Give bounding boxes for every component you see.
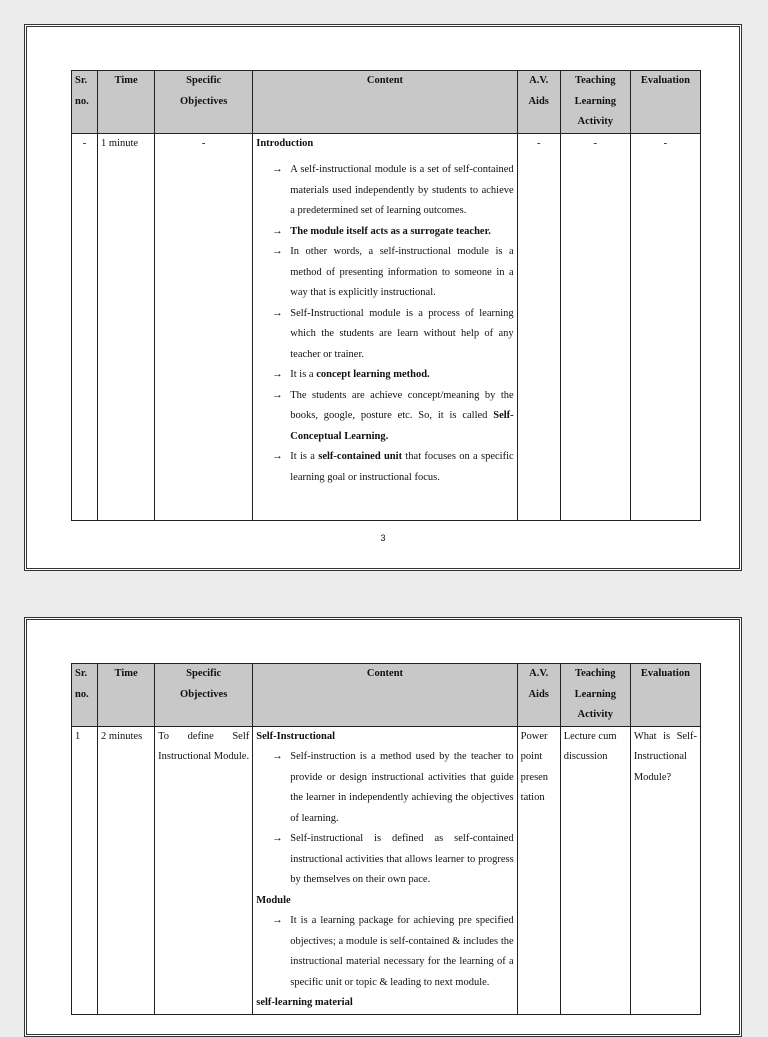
header-av-aids: A.V. Aids — [517, 664, 560, 727]
cell-evaluation: - — [630, 133, 700, 520]
header-content: Content — [253, 664, 517, 727]
list-item: → It is a learning package for achieving pre specified objectives; a module is self-contained & includes the instructional material necessary for the learning of a specific unit or topic & leading to next module. — [272, 911, 513, 993]
cell-time: 1 minute — [98, 133, 155, 520]
content-heading-module: Module — [256, 894, 291, 906]
arrow-icon: → — [272, 833, 283, 844]
header-evaluation: Evaluation — [630, 71, 700, 134]
cell-av-aids: - — [517, 133, 560, 520]
list-item: → It is a self-contained unit that focuses on a specific learning goal or instructional focus. — [272, 447, 513, 488]
cell-objectives: - — [155, 133, 253, 520]
arrow-icon: → — [272, 451, 283, 462]
list-item: → It is a concept learning method. — [272, 365, 513, 386]
arrow-icon: → — [272, 246, 283, 257]
header-time: Time — [98, 71, 155, 134]
page-number: 3 — [380, 533, 386, 543]
cell-teaching-activity: - — [560, 133, 630, 520]
arrow-icon: → — [272, 369, 283, 380]
list-item: → Self-Instructional module is a process of learning which the students are learn without help of any teacher or trainer. — [272, 304, 513, 366]
content-heading-self-instructional: Self-Instructional — [256, 730, 335, 742]
header-teaching-learning-activity: Teaching Learning Activity — [560, 664, 630, 727]
list-item: → A self-instructional module is a set of self-contained materials used independently by students to achieve a predetermined set of learning outcomes. — [272, 160, 513, 222]
lesson-plan-table — [71, 70, 701, 521]
cell-sr-no: 1 — [72, 726, 98, 1014]
arrow-icon: → — [272, 389, 283, 401]
header-sr-no: Sr. no. — [72, 664, 98, 727]
list-item: → In other words, a self-instructional module is a method of presenting information to someone in a way that is explicitly instructional. — [272, 242, 513, 304]
header-sr-no: Sr. no. — [72, 71, 98, 134]
cell-time: 2 minutes — [98, 726, 155, 1014]
header-evaluation: Evaluation — [630, 664, 700, 727]
table-row — [72, 133, 701, 520]
list-item: → The module itself acts as a surrogate teacher. — [272, 222, 513, 243]
arrow-icon: → — [272, 915, 283, 926]
document-page-4 — [24, 617, 742, 1037]
header-specific-objectives: Specific Objectives — [155, 664, 253, 727]
list-item: → Self-instruction is a method used by the teacher to provide or design instructional activities that guide the learner in independently achieving the objectives of learning. — [272, 747, 513, 829]
list-item: → The students are achieve concept/meaning by the books, google, posture etc. So, it is called Self-Conceptual Learning. — [272, 386, 513, 448]
arrow-icon: → — [272, 225, 283, 237]
cell-content — [253, 133, 517, 520]
list-item: → Self-instructional is defined as self-contained instructional activities that allows learner to progress by themselves on their own pace. — [272, 829, 513, 891]
table-header-row — [72, 664, 701, 727]
arrow-icon: → — [272, 164, 283, 175]
document-page-3 — [24, 24, 742, 571]
arrow-icon: → — [272, 307, 283, 319]
content-list — [256, 747, 513, 891]
cell-objectives: To define Self Instructional Module. — [155, 726, 253, 1014]
content-heading: Introduction — [256, 137, 314, 149]
header-av-aids: A.V. Aids — [517, 71, 560, 134]
content-list — [256, 911, 513, 993]
lesson-plan-table — [71, 663, 701, 1015]
table-header-row — [72, 71, 701, 134]
header-time: Time — [98, 664, 155, 727]
cell-teaching-activity: Lecture cum discussion — [560, 726, 630, 1014]
header-specific-objectives: Specific Objectives — [155, 71, 253, 134]
cell-sr-no: - — [72, 133, 98, 520]
table-row — [72, 726, 701, 1014]
cell-content — [253, 726, 517, 1014]
arrow-icon: → — [272, 751, 283, 762]
header-teaching-learning-activity: Teaching Learning Activity — [560, 71, 630, 134]
content-heading-self-learning-material: self-learning material — [256, 997, 353, 1008]
cell-av-aids: Power point presen tation — [517, 726, 560, 1014]
cell-evaluation: What is Self-Instructional Module? — [630, 726, 700, 1014]
content-list — [256, 160, 513, 488]
header-content: Content — [253, 71, 517, 134]
